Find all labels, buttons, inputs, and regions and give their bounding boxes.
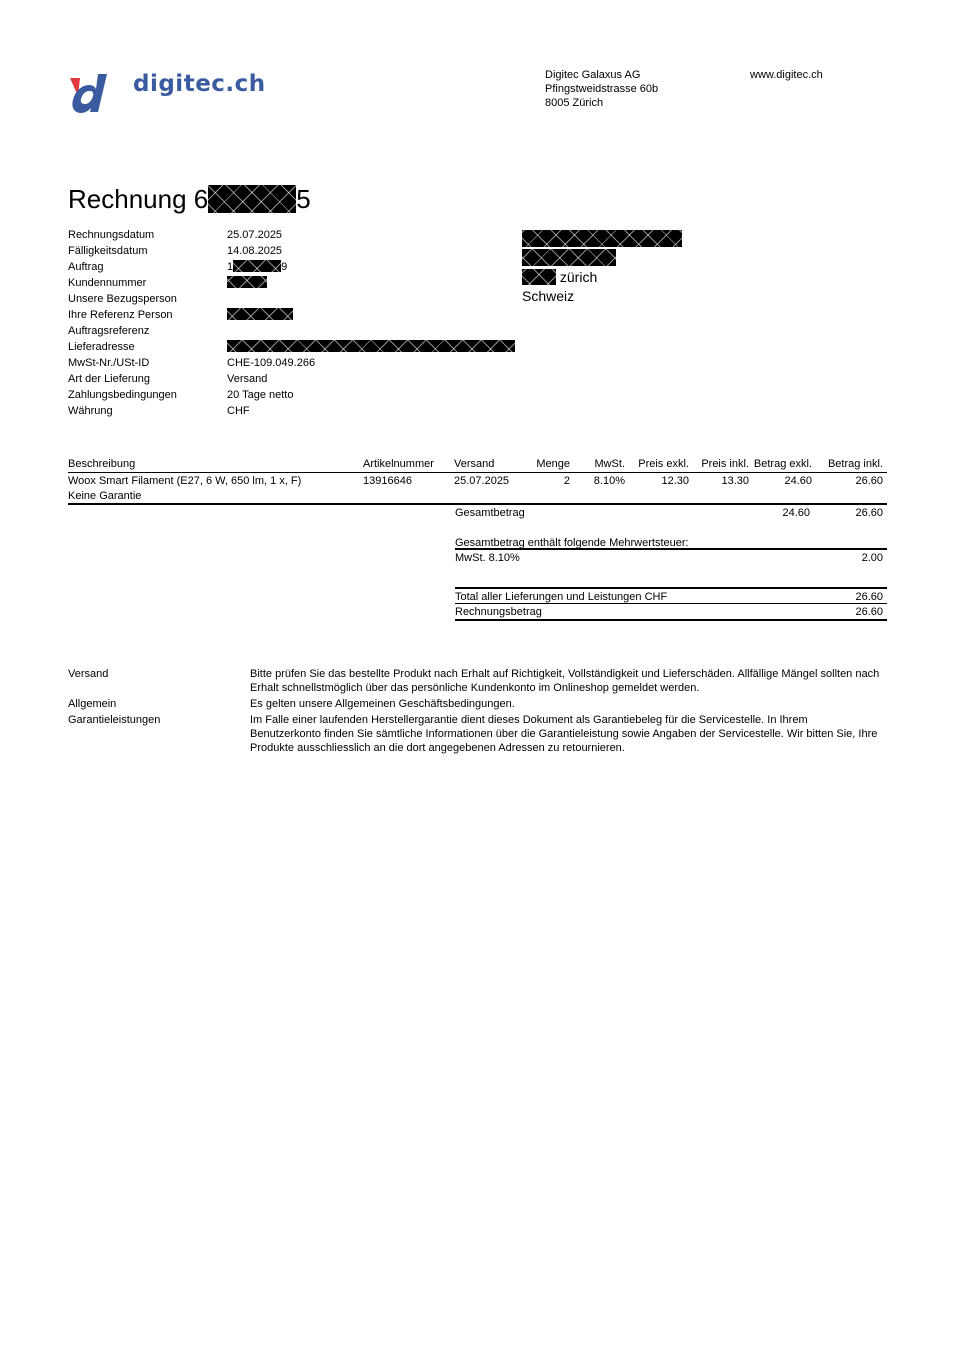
- divider: [455, 619, 887, 621]
- total-label: Total aller Lieferungen und Leistungen CHF: [455, 591, 668, 603]
- gesamtbetrag-exkl: 24.60: [782, 507, 810, 519]
- item-description: Woox Smart Filament (E27, 6 W, 650 lm, 1 x, F): [68, 475, 302, 487]
- item-amount-incl: 26.60: [855, 475, 883, 487]
- auftrag-suffix: 9: [281, 261, 288, 273]
- item-article-number: 13916646: [363, 475, 412, 487]
- rechnungsbetrag-amount: 26.60: [855, 606, 883, 618]
- meta-label: Währung: [68, 405, 113, 417]
- note-label: Versand: [68, 668, 109, 680]
- divider: [455, 603, 887, 604]
- gesamtbetrag-inkl: 26.60: [855, 507, 883, 519]
- column-header: Beschreibung: [68, 457, 363, 473]
- note-label: Garantieleistungen: [68, 714, 161, 726]
- note-label: Allgemein: [68, 698, 117, 710]
- auftrag-prefix: 1: [227, 261, 234, 273]
- gesamtbetrag-row: [455, 506, 883, 520]
- item-price-excl: 12.30: [661, 475, 689, 487]
- auftrag-value: [227, 260, 287, 274]
- redacted-block: [227, 308, 293, 320]
- redacted-block: [227, 340, 515, 352]
- table-row: [68, 473, 887, 491]
- rechnungsbetrag-row: [455, 605, 883, 619]
- total-row: [455, 590, 883, 604]
- referenz-value: [227, 308, 293, 322]
- recipient-city: zürich: [559, 269, 598, 285]
- waehrung-value: CHF: [227, 405, 250, 417]
- column-header: MwSt.: [574, 457, 629, 473]
- recipient-address: [522, 230, 682, 306]
- invoice-title: [68, 182, 311, 216]
- website-link[interactable]: www.digitec.ch: [750, 69, 823, 81]
- divider: [455, 548, 887, 550]
- redacted-block: [522, 249, 616, 266]
- mwst-row: [455, 551, 883, 565]
- divider: [68, 503, 887, 505]
- total-amount: 26.60: [855, 591, 883, 603]
- lieferart-value: Versand: [227, 373, 268, 385]
- redacted-block: [522, 230, 682, 247]
- column-header: Versand: [454, 457, 524, 473]
- item-shipping-date: 25.07.2025: [454, 475, 510, 487]
- meta-label: MwSt-Nr./USt-ID: [68, 357, 150, 369]
- kundennummer-value: [227, 276, 267, 290]
- redacted-block: [208, 185, 296, 213]
- meta-label: Zahlungsbedingungen: [68, 389, 177, 401]
- note-versand: [68, 667, 880, 697]
- invoice-title-prefix: Rechnung 6: [68, 184, 209, 214]
- meta-label: Ihre Referenz Person: [68, 309, 173, 321]
- digitec-logo-icon: [68, 74, 112, 114]
- column-header: Preis exkl.: [629, 457, 693, 473]
- column-header: Betrag inkl.: [816, 457, 887, 473]
- note-text: Bitte prüfen Sie das bestellte Produkt nach Erhalt auf Richtigkeit, Vollständigkeit und Lieferschäden. Allfällige Mängel sollten nach Erhalt schnellstmöglich über das persönliche Kundenkonto im Onlineshop gemeldet werden.: [250, 668, 880, 694]
- meta-label: Unsere Bezugsperson: [68, 293, 177, 305]
- meta-label: Auftrag: [68, 261, 104, 273]
- recipient-country: Schweiz: [522, 288, 575, 304]
- item-price-incl: 13.30: [721, 475, 749, 487]
- note-text: Es gelten unsere Allgemeinen Geschäftsbedingungen.: [250, 698, 515, 710]
- item-warranty: Keine Garantie: [68, 490, 142, 502]
- company-address: [545, 68, 658, 110]
- meta-label: Rechnungsdatum: [68, 229, 155, 241]
- divider: [455, 587, 887, 589]
- item-amount-excl: 24.60: [784, 475, 812, 487]
- logo-text: digitec.ch: [133, 71, 266, 97]
- mwst-label: MwSt. 8.10%: [455, 552, 520, 564]
- invoice-title-suffix: 5: [296, 184, 311, 214]
- column-header: Menge: [524, 457, 574, 473]
- meta-label: Auftragsreferenz: [68, 325, 150, 337]
- company-name: Digitec Galaxus AG: [545, 69, 641, 81]
- company-street: Pfingstweidstrasse 60b: [545, 83, 659, 95]
- meta-label: Lieferadresse: [68, 341, 135, 353]
- meta-label: Fälligkeitsdatum: [68, 245, 148, 257]
- lieferadresse-value: [227, 340, 515, 354]
- redacted-block: [522, 269, 556, 285]
- note-garantie: [68, 713, 880, 757]
- note-allgemein: [68, 697, 880, 713]
- table-header-row: [68, 457, 887, 473]
- faelligkeit-value: 14.08.2025: [227, 245, 283, 257]
- items-table: [68, 457, 887, 505]
- redacted-block: [233, 260, 281, 272]
- meta-label: Kundennummer: [68, 277, 147, 289]
- item-quantity: 2: [563, 475, 570, 487]
- mwst-amount: 2.00: [861, 552, 883, 564]
- column-header: Betrag exkl.: [753, 457, 816, 473]
- meta-label: Art der Lieferung: [68, 373, 150, 385]
- company-city: 8005 Zürich: [545, 97, 604, 109]
- item-vat: 8.10%: [593, 475, 625, 487]
- rechnungsdatum-value: 25.07.2025: [227, 229, 283, 241]
- note-text: Im Falle einer laufenden Herstellergarantie dient dieses Dokument als Garantiebeleg für die Servicestelle. In Ihrem Benutzerkonto finden Sie sämtliche Informationen über die Garantieleistung sowie Angaben der Servicestelle. Wir bitten Sie, Ihre Produkte ausschliesslich an die dort angegebenen Adressen zu retournieren.: [250, 714, 878, 754]
- column-header: Preis inkl.: [693, 457, 753, 473]
- gesamtbetrag-label: Gesamtbetrag: [455, 507, 525, 519]
- mwst-value: CHE-109.049.266: [227, 357, 316, 369]
- redacted-block: [227, 276, 267, 288]
- mwst-heading: Gesamtbetrag enthält folgende Mehrwertsteuer:: [455, 537, 689, 549]
- zahlung-value: 20 Tage netto: [227, 389, 294, 401]
- column-header: Artikelnummer: [363, 457, 454, 473]
- rechnungsbetrag-label: Rechnungsbetrag: [455, 606, 542, 618]
